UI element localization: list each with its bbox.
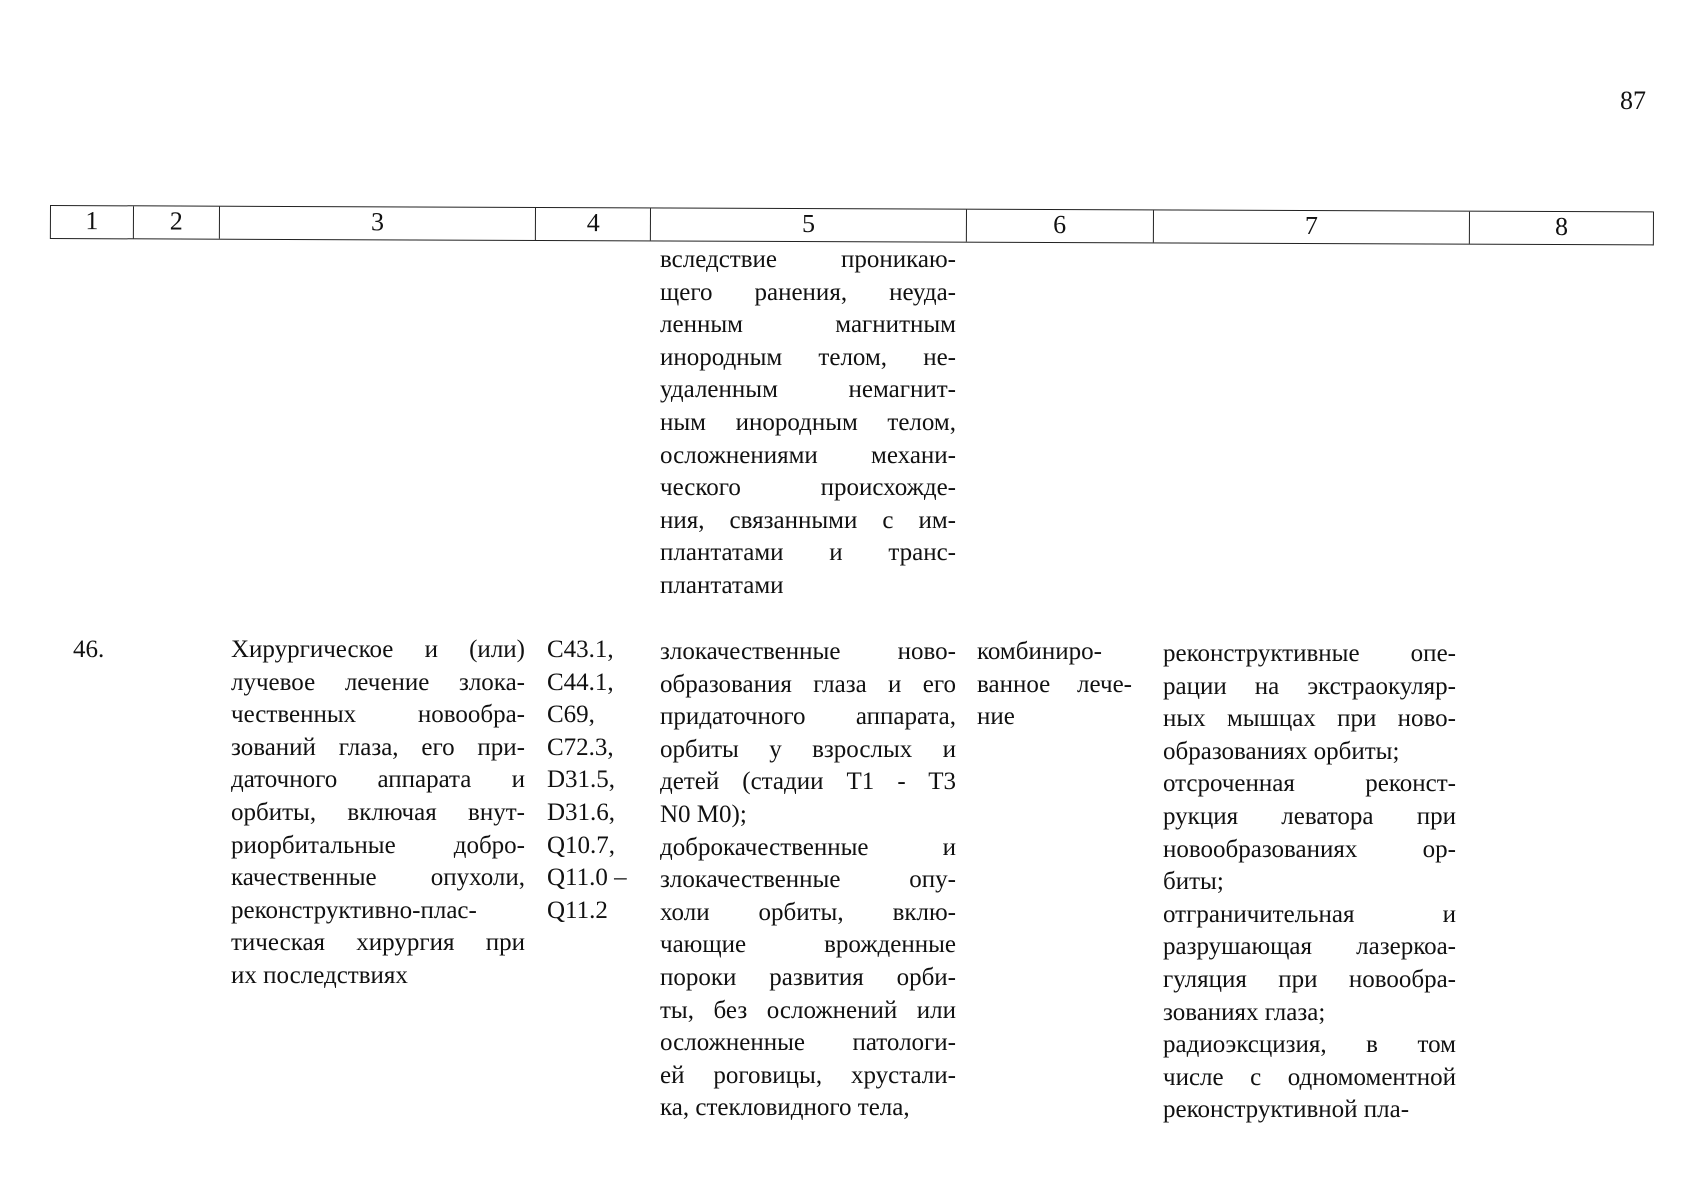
text-line: орбиты у взрослых и (660, 735, 956, 763)
text-line: ние (977, 703, 1015, 731)
row-number: 46. (73, 636, 105, 663)
text-line: зований глаза, его при- (231, 733, 525, 761)
icd-code: Q11.0 – (547, 864, 627, 892)
text-line: орбиты, включая внут- (231, 798, 525, 826)
icd-code: D31.5, (547, 766, 616, 794)
text-line: детей (стадии T1 - T3 (660, 768, 956, 796)
text-line: N0 M0); (660, 800, 747, 828)
text-line: ленным магнитным (660, 311, 956, 339)
text-line: лучевое лечение злока- (231, 668, 525, 696)
text-line: придаточного аппарата, (660, 703, 956, 731)
header-cell-4: 4 (536, 208, 651, 240)
header-cell-1: 1 (51, 206, 134, 238)
table-header-row (50, 205, 1654, 245)
row-treatment-col6 (977, 636, 1132, 734)
text-line: разрушающая лазеркоа- (1163, 933, 1456, 961)
text-line: злокачественные ново- (660, 638, 956, 665)
row-diagnosis-col5 (660, 636, 956, 1125)
text-line: гуляция при новообра- (1163, 965, 1456, 993)
text-line: чественных новообра- (231, 701, 525, 729)
icd-code: D31.6, (547, 798, 616, 826)
text-line: рации на экстраокуляр- (1163, 672, 1456, 700)
text-line: плантатами и транс- (660, 539, 956, 567)
text-line: ей роговицы, хрустали- (660, 1061, 956, 1089)
text-line: вследствие проникаю- (660, 246, 956, 273)
text-line: ты, без осложнений или (660, 996, 956, 1024)
icd-code: C72.3, (547, 733, 614, 761)
text-line: Хирургическое и (или) (231, 636, 525, 663)
text-line: чающие врожденные (660, 931, 956, 959)
text-line: ния, связанными с им- (660, 506, 956, 534)
text-line: образованиях орбиты; (1163, 737, 1400, 765)
text-line: пороки развития орби- (660, 963, 956, 991)
text-line: удаленным немагнит- (660, 376, 956, 404)
text-line: комбиниро- (977, 638, 1102, 665)
text-line: рукция леватора при (1163, 802, 1456, 830)
text-line: отсроченная реконст- (1163, 770, 1456, 798)
icd-code: C43.1, (547, 636, 614, 663)
text-line: образования глаза и его (660, 670, 956, 698)
continuation-text-col5 (660, 244, 956, 603)
icd-code: Q10.7, (547, 831, 616, 859)
text-line: холи орбиты, вклю- (660, 898, 956, 926)
text-line: качественные опухоли, (231, 864, 525, 892)
text-line: ным инородным телом, (660, 408, 956, 436)
row-methods-col7 (1163, 638, 1456, 1127)
text-line: доброкачественные и (660, 833, 956, 861)
header-cell-5: 5 (651, 208, 967, 241)
text-line: новообразованиях ор- (1163, 835, 1456, 863)
text-line: отграничительная и (1163, 900, 1456, 928)
text-line: плантатами (660, 571, 784, 599)
text-line: реконструктивно-плас- (231, 896, 477, 924)
text-line: биты; (1163, 868, 1224, 896)
header-cell-2: 2 (134, 206, 220, 238)
header-cell-3: 3 (220, 207, 537, 240)
text-line: их последствиях (231, 961, 408, 989)
text-line: инородным телом, не- (660, 343, 956, 371)
icd-code: C69, (547, 701, 595, 729)
text-line: осложнениями механи- (660, 441, 956, 469)
text-line: реконструктивной пла- (1163, 1096, 1410, 1124)
row-codes-col4 (547, 634, 645, 927)
text-line: ка, стекловидного тела, (660, 1094, 910, 1122)
text-line: даточного аппарата и (231, 766, 525, 794)
text-line: ванное лече- (977, 670, 1132, 698)
page-number: 87 (1620, 86, 1646, 115)
text-line: щего ранения, неуда- (660, 278, 956, 306)
text-line: ных мышцах при ново- (1163, 705, 1456, 733)
header-cell-8: 8 (1554, 212, 1569, 242)
text-line: тическая хирургия при (231, 929, 525, 957)
text-line: риорбитальные добро- (231, 831, 525, 859)
icd-code: Q11.2 (547, 896, 608, 924)
text-line: осложненные патологи- (660, 1029, 956, 1057)
text-line: реконструктивные опе- (1163, 640, 1456, 667)
text-line: злокачественные опу- (660, 866, 956, 894)
icd-code: C44.1, (547, 668, 614, 696)
row-title-col3 (231, 634, 525, 993)
text-line: ческого происхожде- (660, 474, 956, 502)
text-line: зованиях глаза; (1163, 998, 1326, 1026)
text-line: радиоэксцизия, в том (1163, 1031, 1456, 1059)
header-cell-6: 6 (967, 210, 1154, 243)
header-cell-7: 7 (1153, 210, 1470, 243)
text-line: числе с одномоментной (1163, 1063, 1456, 1091)
